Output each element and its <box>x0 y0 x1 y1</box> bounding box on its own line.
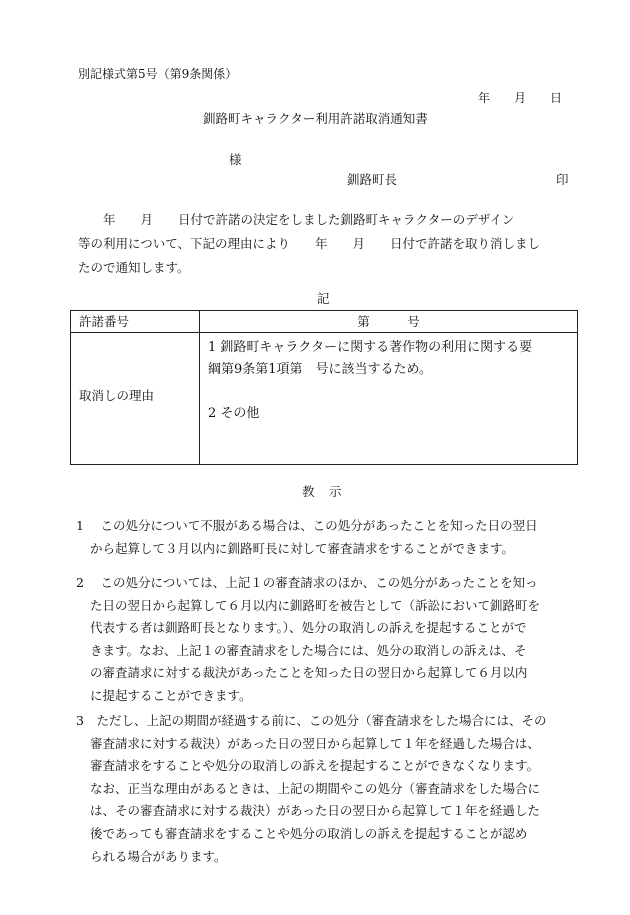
issuer: 釧路町長 <box>347 172 398 187</box>
notice-line: た日の翌日から起算して６月以内に釧路町を被告として（訴訟において釧路町を <box>90 597 541 613</box>
notice-item-3 <box>76 710 546 868</box>
notice-line: この処分について不服がある場合は、この処分があったことを知った日の翌日 <box>100 518 538 533</box>
reason-2: 2 その他 <box>208 406 260 421</box>
notice-item-2 <box>76 572 540 708</box>
permit-number-value: 第 号 <box>200 311 578 333</box>
notice-line: この処分については、上記１の審査請求のほか、この処分があったことを知っ <box>100 575 538 590</box>
notice-line: の審査請求に対する裁決があったことを知った日の翌日から起算して６月以内 <box>90 665 528 681</box>
notice-line: られる場合があります。 <box>90 848 227 864</box>
notice-line: ただし、上記の期間が経過する前に、この処分（審査請求をした場合には、その <box>96 713 547 728</box>
notice-number: 1 <box>76 518 84 533</box>
notice-line: から起算して３月以内に釧路町長に対して審査請求をすることができます。 <box>90 540 515 556</box>
reason-label: 取消しの理由 <box>71 333 200 465</box>
notice-title: 教 示 <box>302 484 343 499</box>
addressee-suffix: 様 <box>229 152 242 167</box>
ki-heading: 記 <box>317 291 330 306</box>
notice-line: 審査請求をすることや処分の取消しの訴えを提起することができなくなります。 <box>90 758 540 774</box>
form-label: 別記様式第5号（第9条関係） <box>78 67 238 81</box>
body-paragraph <box>78 208 540 280</box>
notice-item-1 <box>76 515 538 560</box>
details-table <box>70 310 578 465</box>
notice-line: 代表する者は釧路町長となります。）、処分の取消しの訴えを提起することがで <box>90 620 527 636</box>
notice-number: 2 <box>76 575 84 590</box>
body-line: 年 月 日付で許諾の決定をしました釧路町キャラクターのデザイン <box>78 212 515 227</box>
date-line: 年 月 日 <box>478 91 563 105</box>
permit-number-label: 許諾番号 <box>71 311 200 333</box>
notice-number: 3 <box>76 713 84 728</box>
reason-1-line-1: 1 釧路町キャラクターに関する著作物の利用に関する要 <box>208 340 533 355</box>
notice-line: きます。なお、上記１の審査請求をした場合には、処分の取消しの訴えは、そ <box>90 642 527 658</box>
notice-line: 審査請求に対する裁決）があった日の翌日から起算して１年を経過した場合は、 <box>90 735 540 751</box>
body-line: たので通知します。 <box>78 260 190 275</box>
notice-line: なお、正当な理由があるときは、上記の期間やこの処分（審査請求をした場合に <box>90 780 541 796</box>
reason-1-line-2: 綱第9条第1項第 号に該当するため。 <box>208 362 433 377</box>
notice-line: 後であっても審査請求をすることや処分の取消しの訴えを提起することが認め <box>90 825 528 841</box>
document-title: 釧路町キャラクター利用許諾取消通知書 <box>203 111 428 126</box>
reason-cell <box>200 333 578 465</box>
seal-mark: 印 <box>556 172 569 187</box>
body-line: 等の利用について、下記の理由により 年 月 日付で許諾を取り消しまし <box>78 236 541 251</box>
notice-line: に提起することができます。 <box>90 687 252 703</box>
notice-line: は、その審査請求に対する裁決）があった日の翌日から起算して１年を経過した <box>90 803 540 819</box>
